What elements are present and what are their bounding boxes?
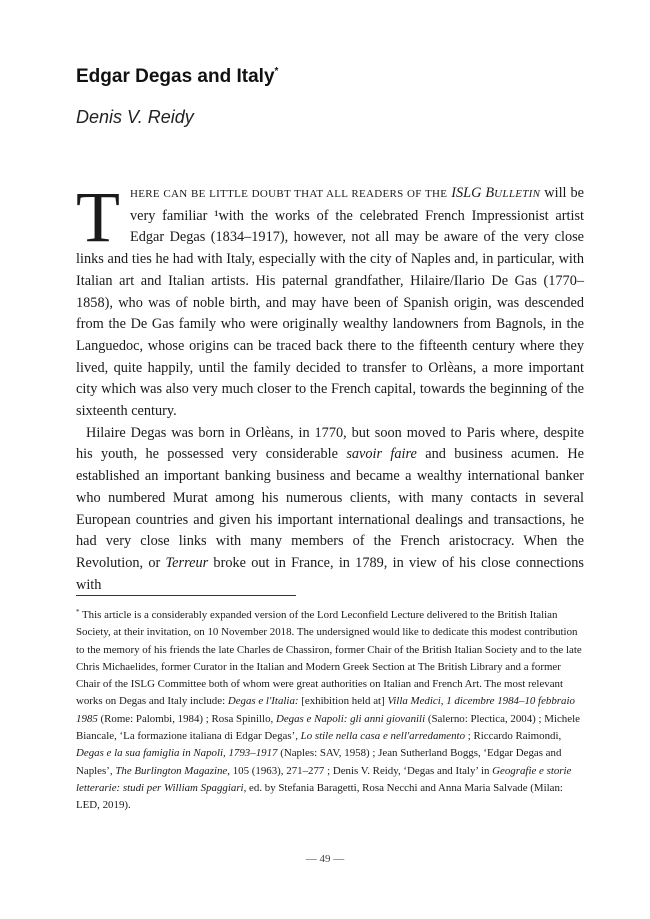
article-title-text: Edgar Degas and Italy <box>76 66 275 87</box>
footnote-text-7: , 105 (1963), 271–277 ; Denis V. Reidy, ‘Degas and Italy’ in <box>227 764 493 777</box>
footnote-text-6: (Naples: SAV, 1958) ; Jean Sutherland Boggs, ‘Edgar Degas and Naples’, <box>76 747 562 777</box>
article-author: Denis V. Reidy <box>76 107 194 127</box>
footnote-title-3: Degas e Napoli: gli anni giovanili <box>275 712 426 725</box>
paragraph-2-text-a: Hilaire Degas was born in Orlèans, in 1770, but soon moved to Paris where, despite his youth, he possessed very considerable <box>76 424 584 463</box>
footnote-paragraph <box>76 604 586 815</box>
footnote-title-7: Geografie e storie letterarie: studi per William Spaggiari <box>76 764 572 794</box>
article-title <box>76 66 278 88</box>
footnote-title-5: Degas e la sua famiglia in Napoli, 1793–1917 <box>76 747 278 760</box>
paragraph-2-text-c: broke out in France, in 1789, in view of his close connections with <box>76 554 584 593</box>
small-caps-opening: HERE CAN BE LITTLE DOUBT THAT ALL READERS OF THE <box>129 188 448 200</box>
paragraph-2-text-b: and business acumen. He established an important banking business and became a wealthy international banker who numbered Murat among his numerous clients, with many contacts in several European countries and given his important international dealings and transactions, he had very close links with many members of the French aristocracy. When the Revolution, or <box>76 446 585 571</box>
footnote-title-6: The Burlington Magazine <box>115 764 228 777</box>
footnote-title-1: Degas e l'Italia: <box>227 695 299 708</box>
body-paragraph-1 <box>76 177 584 423</box>
footnote-text-2: [exhibition held at] <box>298 695 388 708</box>
footnote-mark: * <box>76 608 80 616</box>
drop-cap: T <box>76 177 120 257</box>
footnote-title-4: Lo stile nella casa e nell'arredamento <box>300 730 466 743</box>
journal-name-first: ISLG B <box>451 185 495 201</box>
footnote-text-3: (Rome: Palombi, 1984) ; Rosa Spinillo, <box>97 712 276 725</box>
page-number: — 49 — <box>305 853 345 865</box>
journal-name-rest: ULLETIN <box>494 188 541 200</box>
footnote-title-2: Villa Medici, 1 dicembre 1984–10 febbraio 1985 <box>76 695 575 725</box>
emphasis-savoir-faire: savoir faire <box>346 446 417 463</box>
paragraph-1-text: will be very familiar ¹with the works of the celebrated French Impressionist artist Edgar Degas (1834–1917), however, not all may be aware of the very close links and ties he had with Italy, especially with the city of Naples and, in particular, with Italian art and Italian artists. His paternal grandfather, Hilaire/Ilario De Gas (1770–1858), who was of noble birth, and may have been of Spanish origin, was descended from the De Gas family who were originally wealthy landowners from Bagnols, in the Languedoc, whose origins can be traced back there to the fifteenth century where they lived, quite happily, until the family decided to transfer to Orlèans, a more important city which was also very much closer to the French capital, towards the beginning of the sixteenth century. <box>76 185 584 420</box>
footnote-divider <box>76 595 296 596</box>
footnote-reference-mark[interactable]: * <box>274 66 279 77</box>
footnote <box>76 604 586 815</box>
footnote-text-8: , ed. by Stefania Baragetti, Rosa Necchi and Anna Maria Salvade (Milan: LED, 2019). <box>76 781 563 812</box>
footnote-text-1: This article is a considerably expanded version of the Lord Leconfield Lecture delivered to the British Italian Society, at their invitation, on 10 November 2018. The undersigned would like to dedicate this modest contribution to the memory of his friends the late Charles de Chassiron, former Chair of the British Italian Society and to the late Chris Michaelides, former Curator in the Italian and Modern Greek Section at The British Library and a former Chair of the ISLG Committee both of whom were great authorities on Italian and French Art. The most relevant works on Degas and Italy include: <box>76 609 582 708</box>
footnote-text-5: ; Riccardo Raimondi, <box>465 730 562 743</box>
body-paragraph-2 <box>76 423 584 597</box>
journal-name <box>451 185 540 201</box>
footnote-text-4: (Salerno: Plectica, 2004) ; Michele Biancale, ‘La formazione italiana di Edgar Degas’, <box>76 712 580 743</box>
article-body <box>76 177 585 596</box>
emphasis-terreur: Terreur <box>165 554 209 571</box>
